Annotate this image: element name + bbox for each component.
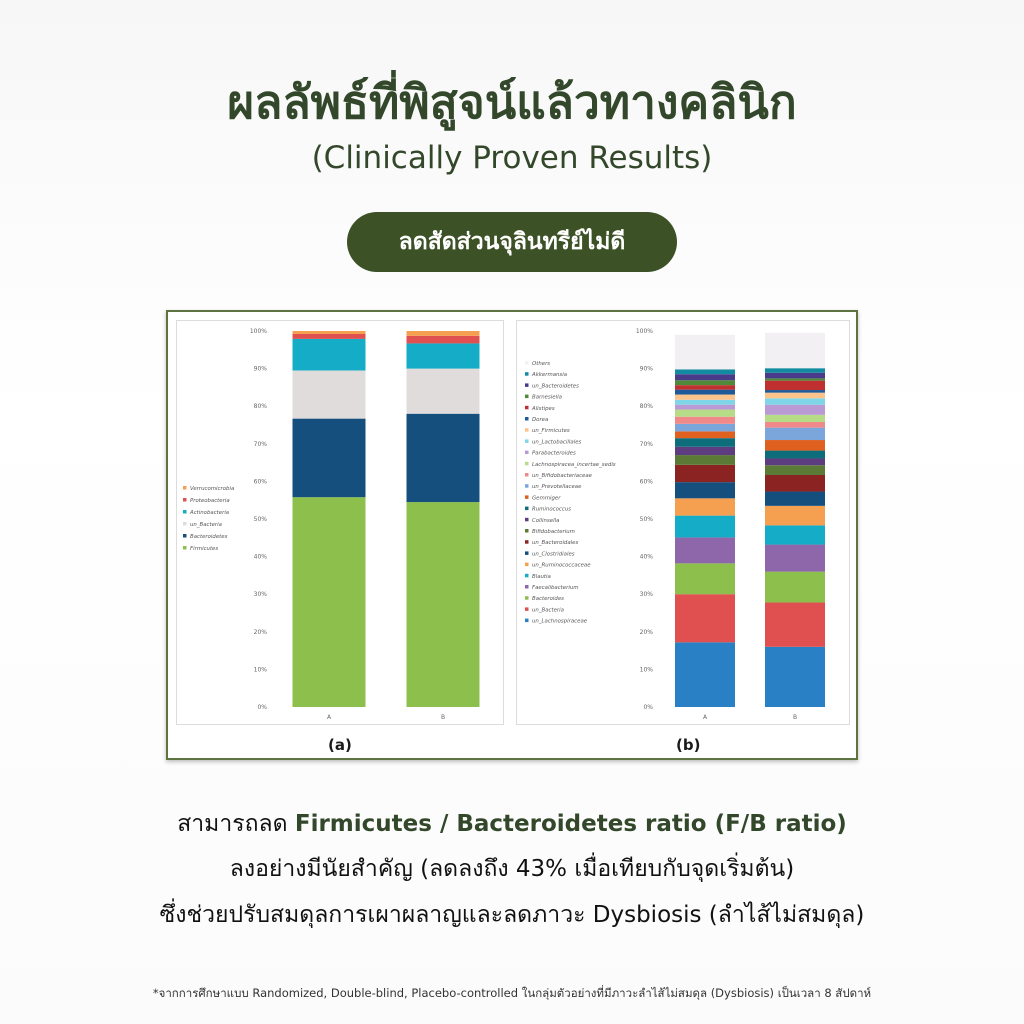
chart-b-x-tick-label-a: A [702,714,708,721]
chart-b-bar-segment-lachnospiracea-incertae-sedis-b [765,415,825,422]
genus-stacked-bar-chart [517,321,849,724]
chart-b-bar-segment-barnesiella-a [675,380,735,385]
chart-a-legend-swatch-bacteroidetes [183,534,187,538]
chart-a-bar-segment-verrucomicrobia-b [407,331,480,336]
chart-a-bar-segment-un-bacteria-a [293,370,366,418]
chart-b-legend-label-un-lachnospiraceae: un_Lachnospiraceae [532,618,588,625]
chart-b-bar-segment-collinsella-a [675,447,735,455]
chart-b-bar-segment-un-lachnospiraceae-a [675,642,735,707]
chart-b-y-tick-label: 30% [639,591,653,599]
chart-b-bar-segment-parabacteroides-b [765,405,825,415]
chart-b-bar-segment-gemmiger-a [675,431,735,438]
chart-b-legend-label-others: Others [532,361,551,367]
chart-a-bar-segment-firmicutes-a [293,497,366,707]
chart-b-bar-segment-un-lachnospiraceae-b [765,647,825,707]
chart-b-legend-swatch-collinsella [525,518,529,522]
chart-b-legend-swatch-un-bifidobacteriaceae [525,473,529,477]
chart-b-bar-segment-others-a [675,335,735,370]
chart-b-legend-swatch-bacteroides [525,596,529,600]
chart-b-bar-segment-gemmiger-b [765,440,825,451]
chart-b-legend-label-un-firmicutes: un_Firmicutes [532,428,570,435]
chart-b-bar-segment-lachnospiracea-incertae-sedis-a [675,410,735,417]
chart-a-bar-segment-proteobacteria-a [293,334,366,339]
chart-b-legend-label-dorea: Dorea [532,417,549,423]
chart-b-bar-segment-un-clostridiales-a [675,482,735,498]
page-title: ผลลัพธ์ที่พิสูจน์แล้วทางคลินิก [227,75,797,129]
chart-b-legend-label-collinsella: Collinsella [532,517,560,524]
chart-b-bar-segment-un-firmicutes-b [765,393,825,399]
chart-b-legend-label-gemmiger: Gemmiger [532,495,561,502]
chart-b-y-tick-label: 90% [639,365,653,373]
chart-b-bar-segment-faecalibacterium-a [675,537,735,563]
chart-b-bar-segment-ruminococcus-a [675,438,735,447]
chart-a-legend-label-firmicutes: Firmicutes [190,546,219,552]
chart-a-legend-label-actinobacteria: Actinobacteria [190,510,230,516]
chart-b-bar-segment-un-clostridiales-b [765,492,825,506]
chart-b-legend-swatch-faecalibacterium [525,585,529,589]
chart-a-legend-label-verrucomicrobia: Verrucomicrobia [190,486,235,492]
chart-b-bar-segment-collinsella-b [765,458,825,465]
chart-b-legend-label-alistipes: Alistipes [532,405,555,412]
chart-b-bar-segment-bacteroides-a [675,563,735,594]
chart-a-legend-swatch-verrucomicrobia [183,486,187,490]
headline-badge: ลดสัดส่วนจุลินทรีย์ไม่ดี [347,212,677,272]
chart-b-legend-label-lachnospiracea-incertae-sedis: Lachnospiracea_incertae_sedis [532,461,616,468]
chart-b-legend-label-un-lactobacillales: un_Lactobacillales [532,439,582,446]
chart-b-legend-swatch-gemmiger [525,495,529,499]
chart-b-bar-segment-un-ruminococcaceae-b [765,506,825,526]
chart-a-legend-swatch-un-bacteria [183,522,187,526]
chart-b-bar-segment-bifidobacterium-b [765,465,825,475]
chart-figure [166,310,858,760]
chart-b-legend-label-bacteroides: Bacteroides [532,596,564,603]
chart-a-bar-segment-bacteroidetes-a [293,419,366,498]
caption-a: (a) [328,736,352,754]
chart-a-legend-label-proteobacteria: Proteobacteria [190,498,230,504]
chart-b-y-tick-label: 60% [639,478,653,486]
chart-b-y-tick-label: 20% [639,628,653,636]
chart-a-x-tick-label-a: A [326,714,332,721]
chart-b-y-tick-label: 0% [643,704,653,711]
chart-b-bar-segment-bacteroides-b [765,572,825,603]
chart-b-bar-segment-un-bacteroidales-a [675,465,735,482]
chart-b-bar-segment-un-bifidobacteriaceae-b [765,422,825,428]
chart-b-bar-segment-un-bacteroidales-b [765,475,825,492]
chart-b-legend-label-un-clostridiales: un_Clostridiales [532,551,575,558]
chart-b-bar-segment-bifidobacterium-a [675,455,735,465]
chart-b-bar-segment-un-lactobacillales-b [765,398,825,404]
chart-a-y-tick-label: 80% [253,403,267,411]
chart-b-y-tick-label: 40% [639,553,653,561]
chart-b-bar-segment-akkermansia-a [675,369,735,374]
chart-b-legend-swatch-un-prevotellaceae [525,484,529,488]
chart-b-legend-swatch-akkermansia [525,372,529,376]
chart-b-bar-segment-dorea-a [675,390,735,395]
chart-b-legend-swatch-un-firmicutes [525,428,529,432]
chart-b-legend-label-un-prevotellaceae: un_Prevotellaceae [532,484,582,491]
chart-a-y-tick-label: 10% [253,666,267,674]
chart-b-legend-swatch-un-bacteroidales [525,540,529,544]
chart-b-legend-label-bifidobacterium: Bifidobacterium [532,529,575,535]
chart-b-legend-swatch-others [525,361,529,365]
chart-a-y-tick-label: 40% [253,553,267,561]
description-prefix: สามารถลด [177,811,295,837]
chart-b-bar-segment-blautia-b [765,525,825,544]
chart-a-bar-segment-firmicutes-b [407,502,480,707]
chart-a-bar-segment-proteobacteria-b [407,336,480,344]
chart-b-y-tick-label: 80% [639,403,653,411]
chart-a-bar-segment-verrucomicrobia-a [293,331,366,334]
chart-a-y-tick-label: 70% [253,440,267,448]
description-highlight: Firmicutes / Bacteroidetes ratio (F/B ratio) [294,811,847,837]
chart-panel-b [516,320,850,725]
chart-b-legend-label-ruminococcus: Ruminococcus [532,506,572,513]
chart-b-legend-label-blautia: Blautia [532,573,551,580]
chart-b-y-tick-label: 100% [635,328,653,335]
chart-a-y-tick-label: 60% [253,478,267,486]
phylum-stacked-bar-chart [177,321,503,724]
chart-b-legend-swatch-un-ruminococcaceae [525,563,529,567]
chart-b-bar-segment-un-bacteroidetes-b [765,373,825,379]
chart-a-bar-segment-actinobacteria-b [407,343,480,368]
chart-b-bar-segment-un-bacteria-a [675,594,735,642]
chart-b-legend-swatch-un-bacteroidetes [525,383,529,387]
chart-b-legend-label-faecalibacterium: Faecalibacterium [532,585,579,591]
caption-b: (b) [676,736,701,754]
chart-a-y-tick-label: 50% [253,516,267,523]
chart-b-bar-segment-barnesiella-b [765,378,825,380]
chart-b-legend-label-un-bacteroidales: un_Bacteroidales [532,540,579,547]
chart-b-legend-label-un-bacteria: un_Bacteria [532,607,564,614]
chart-a-y-tick-label: 30% [253,591,267,599]
chart-b-legend-swatch-un-bacteria [525,607,529,611]
chart-b-bar-segment-others-b [765,333,825,368]
chart-b-bar-segment-alistipes-b [765,381,825,390]
chart-b-legend-label-akkermansia: Akkermansia [532,372,568,379]
chart-b-bar-segment-dorea-b [765,390,825,393]
chart-b-legend-swatch-blautia [525,574,529,578]
chart-b-legend-swatch-lachnospiracea-incertae-sedis [525,462,529,466]
chart-a-legend-swatch-actinobacteria [183,510,187,514]
chart-b-legend-label-un-bifidobacteriaceae: un_Bifidobacteriaceae [532,473,592,479]
chart-b-bar-segment-un-ruminococcaceae-a [675,498,735,515]
chart-b-bar-segment-un-bacteria-b [765,602,825,646]
chart-a-legend-label-un-bacteria: un_Bacteria [190,522,222,528]
chart-a-x-tick-label-b: B [440,714,446,721]
chart-a-legend-swatch-proteobacteria [183,498,187,502]
chart-b-legend-label-barnesiella: Barnesiella [532,394,562,401]
description-line-1 [0,806,1024,842]
chart-a-bar-segment-bacteroidetes-b [407,414,480,502]
chart-b-legend-swatch-barnesiella [525,395,529,399]
chart-a-legend-label-bacteroidetes: Bacteroidetes [190,534,228,540]
chart-b-legend-label-parabacteroides: Parabacteroides [532,450,576,457]
chart-b-legend-swatch-ruminococcus [525,507,529,511]
chart-b-y-tick-label: 10% [639,666,653,674]
chart-a-y-tick-label: 100% [249,328,267,335]
chart-b-legend-label-un-ruminococcaceae: un_Ruminococcaceae [532,562,591,569]
chart-b-y-tick-label: 50% [639,516,653,523]
chart-b-legend-swatch-parabacteroides [525,451,529,455]
chart-a-bar-segment-actinobacteria-a [293,339,366,371]
chart-b-legend-swatch-un-lactobacillales [525,439,529,443]
chart-a-y-tick-label: 90% [253,365,267,373]
chart-a-bar-segment-un-bacteria-b [407,369,480,414]
chart-a-y-tick-label: 0% [257,704,267,711]
chart-a-legend-swatch-firmicutes [183,546,187,550]
chart-b-bar-segment-un-firmicutes-a [675,395,735,400]
chart-a-y-tick-label: 20% [253,628,267,636]
chart-b-legend-swatch-un-clostridiales [525,551,529,555]
chart-b-y-tick-label: 70% [639,440,653,448]
description-line-3: ซึ่งช่วยปรับสมดุลการเผาผลาญและลดภาวะ Dysbiosis (ลำไส้ไม่สมดุล) [159,902,865,928]
page-subtitle: (Clinically Proven Results) [311,140,713,176]
description-line-2: ลงอย่างมีนัยสำคัญ (ลดลงถึง 43% เมื่อเทียบกับจุดเริ่มต้น) [229,856,795,882]
chart-b-bar-segment-un-bifidobacteriaceae-a [675,417,735,424]
footnote: *จากการศึกษาแบบ Randomized, Double-blind, Placebo-controlled ในกลุ่มตัวอย่างที่มีภาวะลำไส้ไม่สมดุล (Dysbiosis) เป็นเวลา 8 สัปดาห์ [152,986,872,1000]
chart-b-bar-segment-un-prevotellaceae-a [675,424,735,432]
chart-b-bar-segment-un-lactobacillales-a [675,400,735,405]
chart-b-legend-swatch-un-lachnospiraceae [525,619,529,623]
chart-b-legend-label-un-bacteroidetes: un_Bacteroidetes [532,383,579,390]
chart-b-legend-swatch-bifidobacterium [525,529,529,533]
chart-b-bar-segment-blautia-a [675,516,735,538]
chart-b-bar-segment-un-bacteroidetes-a [675,374,735,380]
chart-b-x-tick-label-b: B [792,714,798,721]
chart-b-legend-swatch-dorea [525,417,529,421]
chart-b-bar-segment-faecalibacterium-b [765,545,825,572]
chart-b-bar-segment-ruminococcus-b [765,451,825,459]
chart-b-legend-swatch-alistipes [525,406,529,410]
chart-b-bar-segment-alistipes-a [675,385,735,390]
chart-panel-a [176,320,504,725]
chart-b-bar-segment-un-prevotellaceae-b [765,428,825,440]
chart-b-bar-segment-parabacteroides-a [675,405,735,410]
chart-b-bar-segment-akkermansia-b [765,368,825,373]
